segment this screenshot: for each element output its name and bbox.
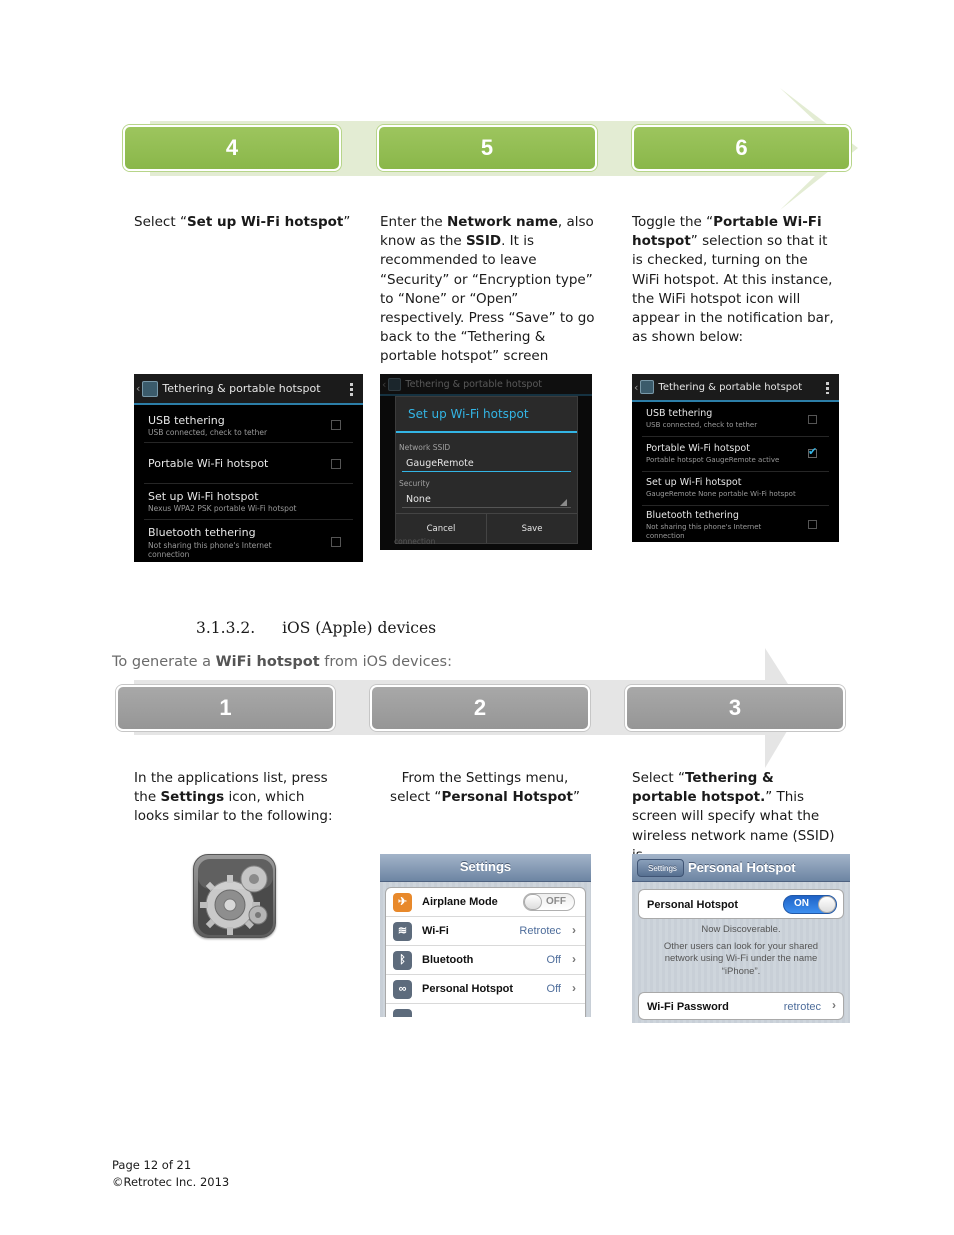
discoverable-text: Now Discoverable. (701, 924, 781, 935)
setup-hotspot-row[interactable]: Set up Wi-Fi hotspot GaugeRemote None portable Wi-Fi hotspot (642, 473, 829, 506)
usb-tethering-row[interactable]: USB tethering USB connected, check to tether (144, 408, 353, 443)
cancel-button[interactable]: Cancel (396, 514, 487, 543)
switch-knob (818, 896, 836, 913)
step-6-box (632, 125, 851, 171)
settings-group (385, 887, 586, 1017)
ios-settings-app-icon[interactable] (193, 854, 276, 938)
wifi-password-value: retrotec (783, 1001, 821, 1013)
cut-off-row (386, 1004, 585, 1017)
settings-app-icon (640, 380, 654, 394)
usb-tethering-row[interactable]: USB tethering USB connected, check to tether (642, 404, 829, 437)
portable-hotspot-row[interactable]: Portable Wi-Fi hotspot Portable hotspot GaugeRemote active ✔ (642, 438, 829, 472)
usb-tethering-checkbox[interactable] (331, 420, 341, 430)
step-4-text: Select “Set up Wi-Fi hotspot” (134, 214, 351, 230)
personal-hotspot-row[interactable]: ∞ Personal Hotspot Off › (386, 975, 585, 1004)
navigation-bar (380, 854, 591, 882)
ios-lead-text: To generate a WiFi hotspot from iOS devices: (112, 654, 452, 670)
action-bar-title: Tethering & portable hotspot (162, 382, 321, 395)
android-setup-hotspot-dialog-screen (380, 374, 592, 550)
navigation-bar (632, 854, 850, 882)
bluetooth-row[interactable]: ᛒ Bluetooth Off › (386, 946, 585, 975)
step-5-text: Enter the Network name, also know as the SSID. It is recommended to leave “Security” or “Encryption type” to “None” or “Open” respectively. Press “Save” to go back to the “Tethering & portable hotspot” screen (380, 214, 595, 365)
step-1-box (116, 685, 335, 731)
hotspot-switch-on[interactable]: ON (783, 895, 837, 914)
android-tethering-active-screen (632, 374, 839, 542)
back-chevron-icon[interactable]: ‹ (136, 382, 141, 395)
setup-hotspot-dialog (395, 396, 578, 544)
hotspot-label: Personal Hotspot (647, 899, 739, 911)
overflow-menu-icon[interactable] (350, 383, 353, 396)
step-number: 4 (225, 135, 239, 160)
save-button[interactable]: Save (521, 523, 543, 534)
overflow-menu-icon[interactable] (826, 382, 829, 394)
step-number: 5 (480, 135, 494, 160)
dropdown-corner-icon (560, 499, 567, 506)
chevron-right-icon: › (572, 981, 576, 995)
section-number: 3.1.3.2. (196, 619, 256, 637)
step-number: 6 (735, 135, 748, 160)
back-button[interactable]: Settings (637, 859, 684, 877)
ios-personal-hotspot-screen (632, 854, 850, 1023)
dialog-title: Set up Wi-Fi hotspot (408, 407, 529, 421)
settings-app-icon (142, 381, 158, 397)
portable-hotspot-row[interactable]: Portable Wi-Fi hotspot (144, 444, 353, 484)
step-number: 3 (728, 695, 742, 720)
security-label: Security (399, 479, 430, 488)
action-bar-title: Tethering & portable hotspot (658, 381, 803, 393)
security-select[interactable]: None (406, 494, 431, 505)
nav-title: Settings (459, 859, 512, 874)
action-bar-dimmed: ‹ Tethering & portable hotspot (380, 374, 592, 396)
ios-step-3-text: Select “Tethering & portable hotspot.” This screen will specify what the wireless network name (SSID) (632, 770, 835, 844)
portable-hotspot-checkbox[interactable] (331, 459, 341, 469)
bluetooth-tethering-row[interactable]: Bluetooth tethering Not sharing this phone's Internet connection (144, 521, 353, 562)
ios-step-2-text: From the Settings menu, select “Personal Hotspot” (390, 770, 580, 806)
dimmed-footer-text: connection (394, 537, 436, 546)
ios-step-1-text: In the applications list, press the Settings icon, which looks similar to the following: (134, 770, 333, 825)
hotspot-info: Now Discoverable. Other users can look for your shared network using Wi-Fi under the name “iPhone”. (638, 924, 844, 978)
settings-app-icon (388, 378, 401, 391)
action-bar (134, 374, 363, 405)
chevron-right-icon: › (572, 923, 576, 937)
bluetooth-tethering-checkbox[interactable] (331, 537, 341, 547)
wifi-icon: ≋ (393, 922, 412, 941)
ios-settings-screen (380, 854, 591, 1017)
page-footer (112, 1157, 229, 1191)
hotspot-icon: ∞ (393, 980, 412, 999)
switch-knob (524, 894, 542, 910)
gear-icon (194, 855, 276, 938)
step-4-box (123, 125, 341, 171)
page-number: Page 12 of 21 (112, 1158, 192, 1172)
chevron-right-icon: › (572, 952, 576, 966)
portable-hotspot-checkbox-checked[interactable] (808, 449, 817, 458)
row-icon (393, 1009, 412, 1017)
ssid-label: Network SSID (399, 443, 451, 452)
chevron-right-icon: › (832, 998, 836, 1012)
wifi-password-row[interactable]: Wi-Fi Password retrotec › (638, 992, 844, 1020)
section-title: iOS (Apple) devices (282, 619, 437, 637)
nav-title: Personal Hotspot (688, 860, 796, 875)
bluetooth-tethering-row[interactable]: Bluetooth tethering Not sharing this phone's Internet connection (642, 507, 829, 542)
ssid-input[interactable]: GaugeRemote (406, 458, 474, 469)
android-tethering-screen (134, 374, 363, 562)
step-5-box (377, 125, 597, 171)
airplane-mode-row[interactable]: ✈ Airplane Mode OFF (386, 888, 585, 917)
section-heading (196, 619, 436, 637)
airplane-icon: ✈ (393, 893, 412, 912)
back-chevron-icon[interactable]: ‹ (634, 380, 639, 394)
ios-steps-banner (112, 648, 802, 770)
bluetooth-icon: ᛒ (393, 951, 412, 970)
step-2-box (370, 685, 590, 731)
wifi-row[interactable]: ≋ Wi-Fi Retrotec › (386, 917, 585, 946)
step-6-text: Toggle the “Portable Wi-Fi hotspot” selection so that it is checked, turning on the WiFi hotspot. At this instance, the WiFi hotspot icon will appear in the notification bar, as shown below: (632, 214, 834, 346)
setup-hotspot-row[interactable]: Set up Wi-Fi hotspot Nexus WPA2 PSK portable Wi-Fi hotspot (144, 485, 353, 520)
usb-tethering-checkbox[interactable] (808, 415, 817, 424)
hotspot-toggle-group (638, 889, 844, 919)
copyright: ©Retrotec Inc. 2013 (112, 1175, 230, 1189)
step-3-box (625, 685, 845, 731)
airplane-mode-switch[interactable]: OFF (523, 893, 575, 911)
step-number: 1 (219, 695, 232, 720)
step-number: 2 (473, 695, 487, 720)
action-bar (632, 374, 839, 402)
bluetooth-tethering-checkbox[interactable] (808, 520, 817, 529)
android-steps-banner (118, 88, 858, 210)
